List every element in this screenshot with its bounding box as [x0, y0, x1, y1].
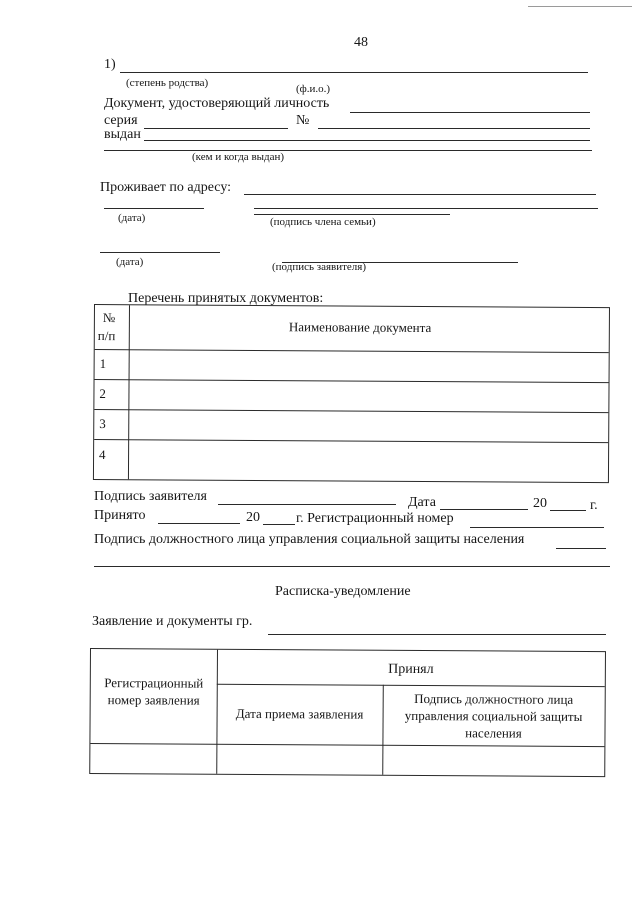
receipt-title: Расписка-уведомление — [275, 584, 411, 599]
application-label: Заявление и документы гр. — [92, 614, 253, 629]
date-field[interactable] — [440, 509, 528, 510]
id-document-label: Документ, удостоверяющий личность — [104, 96, 330, 111]
column-registration-number: Регистрационный номер заявления — [104, 675, 204, 708]
year-suffix: г. — [590, 498, 598, 513]
issued-line[interactable] — [144, 140, 590, 141]
century-20: 20 — [533, 496, 547, 511]
member-relation-fio-line[interactable] — [120, 72, 588, 73]
registration-number-label: г. Регистрационный номер — [296, 511, 454, 526]
number-line[interactable] — [318, 128, 590, 129]
table-row: 2 — [99, 386, 106, 402]
registration-number-field[interactable] — [470, 527, 604, 528]
hint-issued: (кем и когда выдан) — [192, 151, 285, 163]
table-row: 3 — [99, 416, 106, 432]
cut-line — [94, 566, 610, 567]
header-num-1: № — [102, 310, 116, 326]
documents-table — [93, 304, 610, 483]
scan-edge-mark — [528, 6, 632, 7]
hint-fio: (ф.и.о.) — [296, 83, 331, 95]
address-line[interactable] — [244, 194, 596, 195]
address-label: Проживает по адресу: — [100, 180, 232, 195]
column-official-signature: Подпись должностного лица управления социальной защиты населения — [404, 690, 583, 741]
address-line-2-right[interactable] — [254, 208, 598, 209]
hint-relation: (степень родства) — [126, 77, 209, 89]
date-line-2[interactable] — [100, 252, 220, 253]
column-accepted: Принял — [388, 661, 434, 678]
series-line[interactable] — [144, 128, 288, 129]
issued-label: выдан — [104, 127, 141, 142]
hint-applicant-signature: (подпись заявителя) — [272, 261, 367, 273]
id-document-line[interactable] — [350, 112, 590, 113]
receipt-table — [89, 648, 606, 777]
address-line-2-left[interactable] — [104, 208, 204, 209]
year-field[interactable] — [550, 510, 586, 511]
table-row: 1 — [99, 356, 107, 372]
header-num-2: п/п — [97, 328, 116, 344]
number-label: № — [296, 113, 310, 128]
accepted-date-field[interactable] — [158, 523, 240, 524]
series-label: серия — [104, 113, 138, 128]
table-row: 4 — [99, 447, 106, 463]
member-index: 1) — [104, 57, 116, 72]
official-signature-field[interactable] — [556, 548, 606, 549]
accepted-label: Принято — [94, 508, 146, 523]
column-acceptance-date: Дата приема заявления — [235, 705, 364, 722]
issued-line-2[interactable] — [104, 150, 592, 151]
documents-title: Перечень принятых документов: — [128, 291, 324, 306]
accepted-year-field[interactable] — [263, 524, 295, 525]
date-label: Дата — [408, 495, 436, 510]
applicant-signature-field[interactable] — [218, 504, 396, 505]
hint-date-2: (дата) — [116, 256, 144, 268]
accepted-century-20: 20 — [246, 510, 260, 525]
hint-date-1: (дата) — [118, 212, 146, 224]
header-document-name: Наименование документа — [288, 319, 432, 336]
applicant-name-field[interactable] — [268, 634, 606, 635]
official-signature-label: Подпись должностного лица управления социальной защиты населения — [94, 532, 525, 547]
member-signature-line[interactable] — [254, 214, 450, 215]
applicant-signature-label: Подпись заявителя — [94, 489, 207, 504]
page-number: 48 — [354, 35, 368, 50]
hint-member-signature: (подпись члена семьи) — [270, 216, 376, 228]
